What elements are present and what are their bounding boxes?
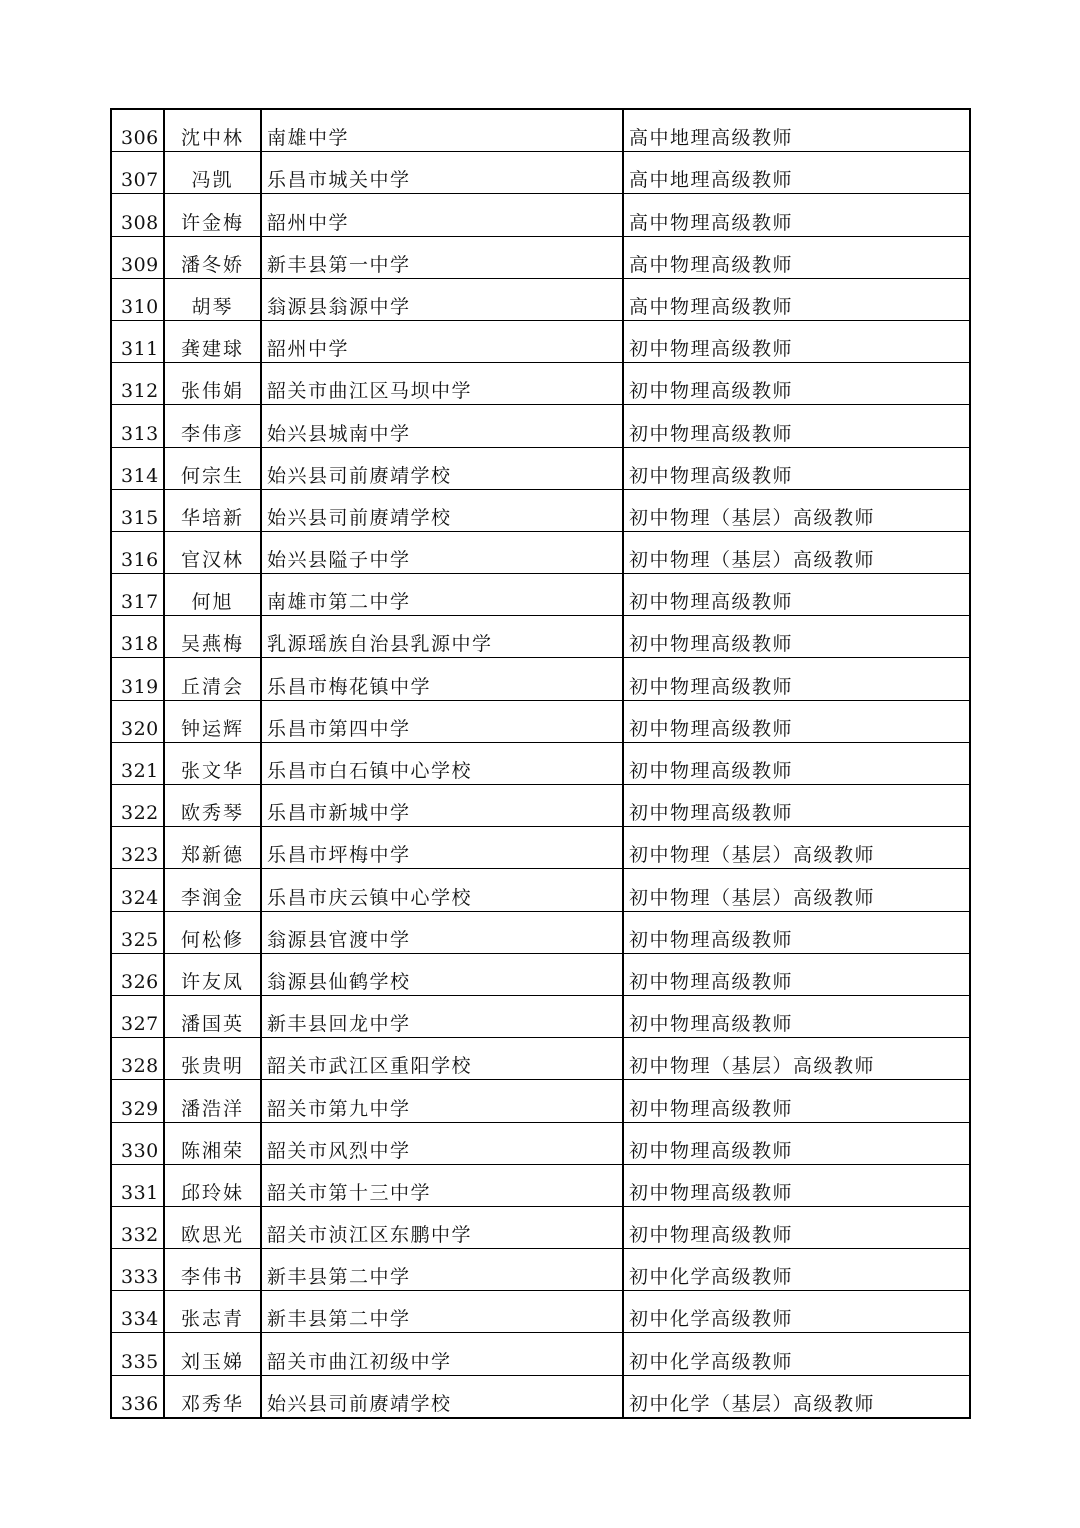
- row-number: 307: [111, 152, 164, 194]
- table-row: [111, 489, 970, 531]
- teacher-name: 潘冬娇: [164, 236, 261, 278]
- school-name: 新丰县第二中学: [261, 1249, 623, 1291]
- teacher-name: 邓秀华: [164, 1375, 261, 1418]
- row-number: 313: [111, 405, 164, 447]
- school-name: 新丰县回龙中学: [261, 995, 623, 1037]
- qualification-title: 初中物理高级教师: [623, 742, 970, 784]
- table-row: [111, 194, 970, 236]
- table-row: [111, 700, 970, 742]
- school-name: 乐昌市城关中学: [261, 152, 623, 194]
- table-row: [111, 1206, 970, 1248]
- teacher-name: 郑新德: [164, 827, 261, 869]
- qualification-title: 初中物理高级教师: [623, 320, 970, 362]
- qualification-title: 高中物理高级教师: [623, 278, 970, 320]
- row-number: 331: [111, 1164, 164, 1206]
- school-name: 翁源县翁源中学: [261, 278, 623, 320]
- qualification-title: 初中物理高级教师: [623, 363, 970, 405]
- table-row: [111, 405, 970, 447]
- teacher-name: 华培新: [164, 489, 261, 531]
- row-number: 325: [111, 911, 164, 953]
- table-row: [111, 869, 970, 911]
- qualification-title: 初中物理高级教师: [623, 405, 970, 447]
- school-name: 新丰县第二中学: [261, 1291, 623, 1333]
- table-row: [111, 447, 970, 489]
- school-name: 韶州中学: [261, 320, 623, 362]
- school-name: 翁源县仙鹤学校: [261, 953, 623, 995]
- row-number: 306: [111, 109, 164, 152]
- table-row: [111, 531, 970, 573]
- teacher-name: 许友凤: [164, 953, 261, 995]
- table-row: [111, 658, 970, 700]
- school-name: 乐昌市梅花镇中学: [261, 658, 623, 700]
- table-row: [111, 742, 970, 784]
- qualification-title: 初中化学高级教师: [623, 1249, 970, 1291]
- school-name: 乳源瑶族自治县乳源中学: [261, 616, 623, 658]
- school-name: 韶关市第十三中学: [261, 1164, 623, 1206]
- qualification-title: 初中物理（基层）高级教师: [623, 489, 970, 531]
- row-number: 311: [111, 320, 164, 362]
- teacher-name: 潘浩洋: [164, 1080, 261, 1122]
- teacher-name: 刘玉娣: [164, 1333, 261, 1375]
- school-name: 南雄中学: [261, 109, 623, 152]
- row-number: 332: [111, 1206, 164, 1248]
- table-row: [111, 278, 970, 320]
- table-row: [111, 953, 970, 995]
- row-number: 312: [111, 363, 164, 405]
- table-row: [111, 363, 970, 405]
- row-number: 329: [111, 1080, 164, 1122]
- teacher-name: 潘国英: [164, 995, 261, 1037]
- school-name: 始兴县隘子中学: [261, 531, 623, 573]
- table-row: [111, 1080, 970, 1122]
- qualification-title: 初中物理高级教师: [623, 574, 970, 616]
- school-name: 始兴县司前赓靖学校: [261, 489, 623, 531]
- table-row: [111, 911, 970, 953]
- qualification-title: 初中物理高级教师: [623, 1206, 970, 1248]
- teacher-name: 张伟娟: [164, 363, 261, 405]
- table-row: [111, 616, 970, 658]
- teacher-name: 陈湘荣: [164, 1122, 261, 1164]
- row-number: 330: [111, 1122, 164, 1164]
- school-name: 乐昌市第四中学: [261, 700, 623, 742]
- school-name: 韶关市第九中学: [261, 1080, 623, 1122]
- table-row: [111, 1038, 970, 1080]
- qualification-title: 初中物理（基层）高级教师: [623, 531, 970, 573]
- row-number: 315: [111, 489, 164, 531]
- teacher-name: 欧秀琴: [164, 785, 261, 827]
- teacher-name: 张文华: [164, 742, 261, 784]
- teacher-name: 邱玲妹: [164, 1164, 261, 1206]
- row-number: 319: [111, 658, 164, 700]
- row-number: 316: [111, 531, 164, 573]
- table-row: [111, 1333, 970, 1375]
- row-number: 320: [111, 700, 164, 742]
- teacher-name: 欧思光: [164, 1206, 261, 1248]
- row-number: 308: [111, 194, 164, 236]
- row-number: 333: [111, 1249, 164, 1291]
- teacher-name: 丘清会: [164, 658, 261, 700]
- qualification-title: 高中地理高级教师: [623, 152, 970, 194]
- qualification-title: 初中物理高级教师: [623, 1122, 970, 1164]
- table-row: [111, 1375, 970, 1418]
- school-name: 始兴县司前赓靖学校: [261, 447, 623, 489]
- teacher-name: 张贵明: [164, 1038, 261, 1080]
- qualification-title: 初中物理高级教师: [623, 1164, 970, 1206]
- table-row: [111, 1249, 970, 1291]
- school-name: 始兴县司前赓靖学校: [261, 1375, 623, 1418]
- qualification-title: 初中物理高级教师: [623, 785, 970, 827]
- teacher-name: 张志青: [164, 1291, 261, 1333]
- row-number: 334: [111, 1291, 164, 1333]
- row-number: 326: [111, 953, 164, 995]
- table-row: [111, 236, 970, 278]
- row-number: 310: [111, 278, 164, 320]
- qualification-title: 初中物理高级教师: [623, 658, 970, 700]
- school-name: 韶关市曲江区马坝中学: [261, 363, 623, 405]
- teacher-name: 李伟彦: [164, 405, 261, 447]
- table-row: [111, 1164, 970, 1206]
- school-name: 韶关市浈江区东鹏中学: [261, 1206, 623, 1248]
- row-number: 323: [111, 827, 164, 869]
- teacher-name: 龚建球: [164, 320, 261, 362]
- row-number: 336: [111, 1375, 164, 1418]
- teacher-name: 冯凯: [164, 152, 261, 194]
- school-name: 始兴县城南中学: [261, 405, 623, 447]
- row-number: 328: [111, 1038, 164, 1080]
- school-name: 韶关市风烈中学: [261, 1122, 623, 1164]
- row-number: 327: [111, 995, 164, 1037]
- row-number: 322: [111, 785, 164, 827]
- table-row: [111, 995, 970, 1037]
- school-name: 乐昌市白石镇中心学校: [261, 742, 623, 784]
- qualification-title: 高中物理高级教师: [623, 236, 970, 278]
- teacher-name: 官汉林: [164, 531, 261, 573]
- qualification-title: 初中物理高级教师: [623, 1080, 970, 1122]
- qualification-title: 初中物理高级教师: [623, 447, 970, 489]
- table-row: [111, 827, 970, 869]
- school-name: 翁源县官渡中学: [261, 911, 623, 953]
- qualification-title: 初中物理高级教师: [623, 953, 970, 995]
- qualification-title: 初中物理高级教师: [623, 911, 970, 953]
- teacher-name: 钟运辉: [164, 700, 261, 742]
- school-name: 韶关市曲江初级中学: [261, 1333, 623, 1375]
- school-name: 新丰县第一中学: [261, 236, 623, 278]
- teacher-name: 何松修: [164, 911, 261, 953]
- row-number: 317: [111, 574, 164, 616]
- table-row: [111, 1122, 970, 1164]
- school-name: 乐昌市庆云镇中心学校: [261, 869, 623, 911]
- qualification-title: 初中化学高级教师: [623, 1333, 970, 1375]
- row-number: 318: [111, 616, 164, 658]
- school-name: 韶州中学: [261, 194, 623, 236]
- table-row: [111, 152, 970, 194]
- teacher-name: 许金梅: [164, 194, 261, 236]
- school-name: 乐昌市新城中学: [261, 785, 623, 827]
- school-name: 乐昌市坪梅中学: [261, 827, 623, 869]
- qualification-title: 初中物理（基层）高级教师: [623, 869, 970, 911]
- teacher-name: 李伟书: [164, 1249, 261, 1291]
- qualification-title: 高中物理高级教师: [623, 194, 970, 236]
- qualification-title: 初中物理（基层）高级教师: [623, 827, 970, 869]
- qualification-title: 初中化学高级教师: [623, 1291, 970, 1333]
- qualification-title: 初中物理高级教师: [623, 995, 970, 1037]
- qualification-title: 初中物理（基层）高级教师: [623, 1038, 970, 1080]
- teacher-name: 胡琴: [164, 278, 261, 320]
- school-name: 南雄市第二中学: [261, 574, 623, 616]
- row-number: 309: [111, 236, 164, 278]
- teacher-name: 沈中林: [164, 109, 261, 152]
- table-row: [111, 574, 970, 616]
- teacher-name: 何旭: [164, 574, 261, 616]
- teacher-name: 吴燕梅: [164, 616, 261, 658]
- teacher-name: 何宗生: [164, 447, 261, 489]
- row-number: 335: [111, 1333, 164, 1375]
- qualification-title: 初中物理高级教师: [623, 616, 970, 658]
- table-row: [111, 1291, 970, 1333]
- row-number: 314: [111, 447, 164, 489]
- table-row: [111, 320, 970, 362]
- qualification-title: 高中地理高级教师: [623, 109, 970, 152]
- teacher-list-table: [110, 108, 971, 1419]
- qualification-title: 初中化学（基层）高级教师: [623, 1375, 970, 1418]
- table-row: [111, 785, 970, 827]
- row-number: 321: [111, 742, 164, 784]
- table-body: [111, 109, 970, 1418]
- qualification-title: 初中物理高级教师: [623, 700, 970, 742]
- teacher-name: 李润金: [164, 869, 261, 911]
- row-number: 324: [111, 869, 164, 911]
- table-row: [111, 109, 970, 152]
- school-name: 韶关市武江区重阳学校: [261, 1038, 623, 1080]
